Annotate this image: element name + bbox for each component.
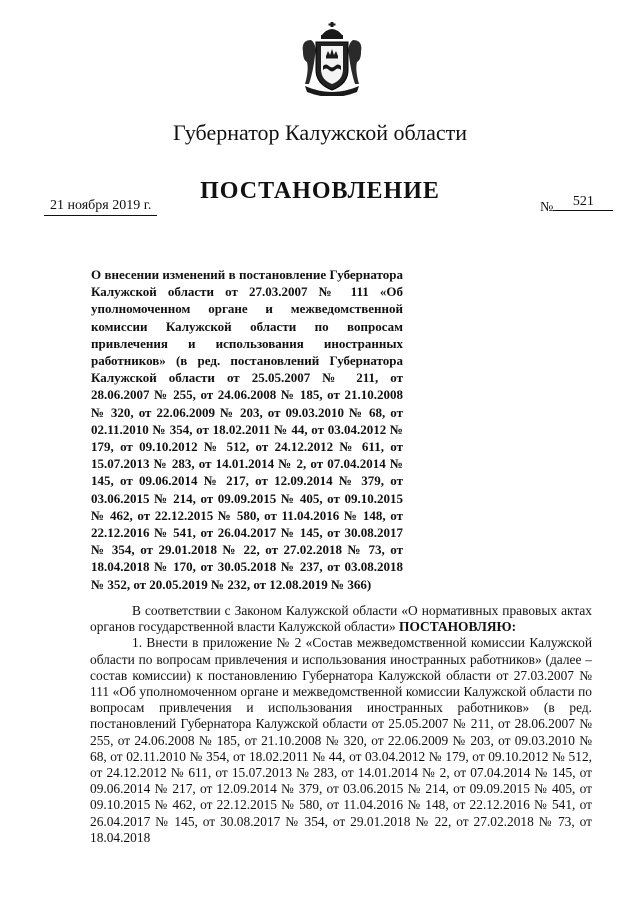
document-number-value: 521 — [553, 194, 613, 211]
document-body — [90, 603, 592, 846]
decree-keyword: ПОСТАНОВЛЯЮ: — [399, 619, 517, 635]
document-subject: О внесении изменений в постановление Губернатора Калужской области от 27.03.2007 № 111 «Об уполномоченном органе и межведомственной комиссии Калужской области по вопросам привлечения и использования иностранных работников» (в ред. постановлений Губернатора Калужской области от 25.05.2007 № 211, от 28.06.2007 № 255, от 24.06.2008 № 185, от 21.10.2008 № 320, от 22.06.2009 № 203, от 09.03.2010 № 68, от 02.11.2010 № 354, от 18.02.2011 № 44, от 03.04.2012 № 179, от 09.10.2012 № 512, от 24.12.2012 № 611, от 15.07.2013 № 283, от 14.01.2014 № 2, от 07.04.2014 № 145, от 09.06.2014 № 217, от 12.09.2014 № 379, от 03.06.2015 № 214, от 09.09.2015 № 405, от 09.10.2015 № 462, от 22.12.2015 № 580, от 11.04.2016 № 148, от 22.12.2016 № 541, от 26.04.2017 № 145, от 30.08.2017 № 354, от 29.01.2018 № 22, от 27.02.2018 № 73, от 18.04.2018 № 170, от 30.05.2018 № 237, от 03.08.2018 № 352, от 20.05.2019 № 232, от 12.08.2019 № 366) — [91, 267, 403, 592]
document-type-heading: ПОСТАНОВЛЕНИЕ — [200, 178, 440, 204]
issuing-authority-title: Губернатор Калужской области — [172, 120, 468, 145]
document-number — [540, 194, 613, 217]
number-sign-label: № — [540, 200, 554, 215]
preamble-paragraph — [90, 603, 592, 635]
preamble-text: В соответствии с Законом Калужской области «О нормативных правовых актах органов государственной власти Калужской области» — [90, 603, 592, 635]
document-date: 21 ноября 2019 г. — [44, 198, 157, 216]
item-1-paragraph: 1. Внести в приложение № 2 «Состав межведомственной комиссии Калужской области по вопросам привлечения и использования иностранных работников» (далее – состав комиссии) к постановлению Губернатора Калужской области от 27.03.2007 № 111 «Об уполномоченном органе и межведомственной комиссии Калужской области по вопросам привлечения и использования иностранных работников» (в ред. постановлений Губернатора Калужской области от 25.05.2007 № 211, от 28.06.2007 № 255, от 24.06.2008 № 185, от 21.10.2008 № 320, от 22.06.2009 № 203, от 09.03.2010 № 68, от 02.11.2010 № 354, от 18.02.2011 № 44, от 03.04.2012 № 179, от 09.10.2012 № 512, от 24.12.2012 № 611, от 15.07.2013 № 283, от 14.01.2014 № 2, от 07.04.2014 № 145, от 09.06.2014 № 217, от 12.09.2014 № 379, от 03.06.2015 № 214, от 09.09.2015 № 405, от 09.10.2015 № 462, от 22.12.2015 № 580, от 11.04.2016 № 148, от 22.12.2016 № 541, от 26.04.2017 № 145, от 30.08.2017 № 354, от 29.01.2018 № 22, от 27.02.2018 № 73, от 18.04.2018 — [90, 635, 592, 845]
coat-of-arms-emblem — [299, 22, 365, 96]
